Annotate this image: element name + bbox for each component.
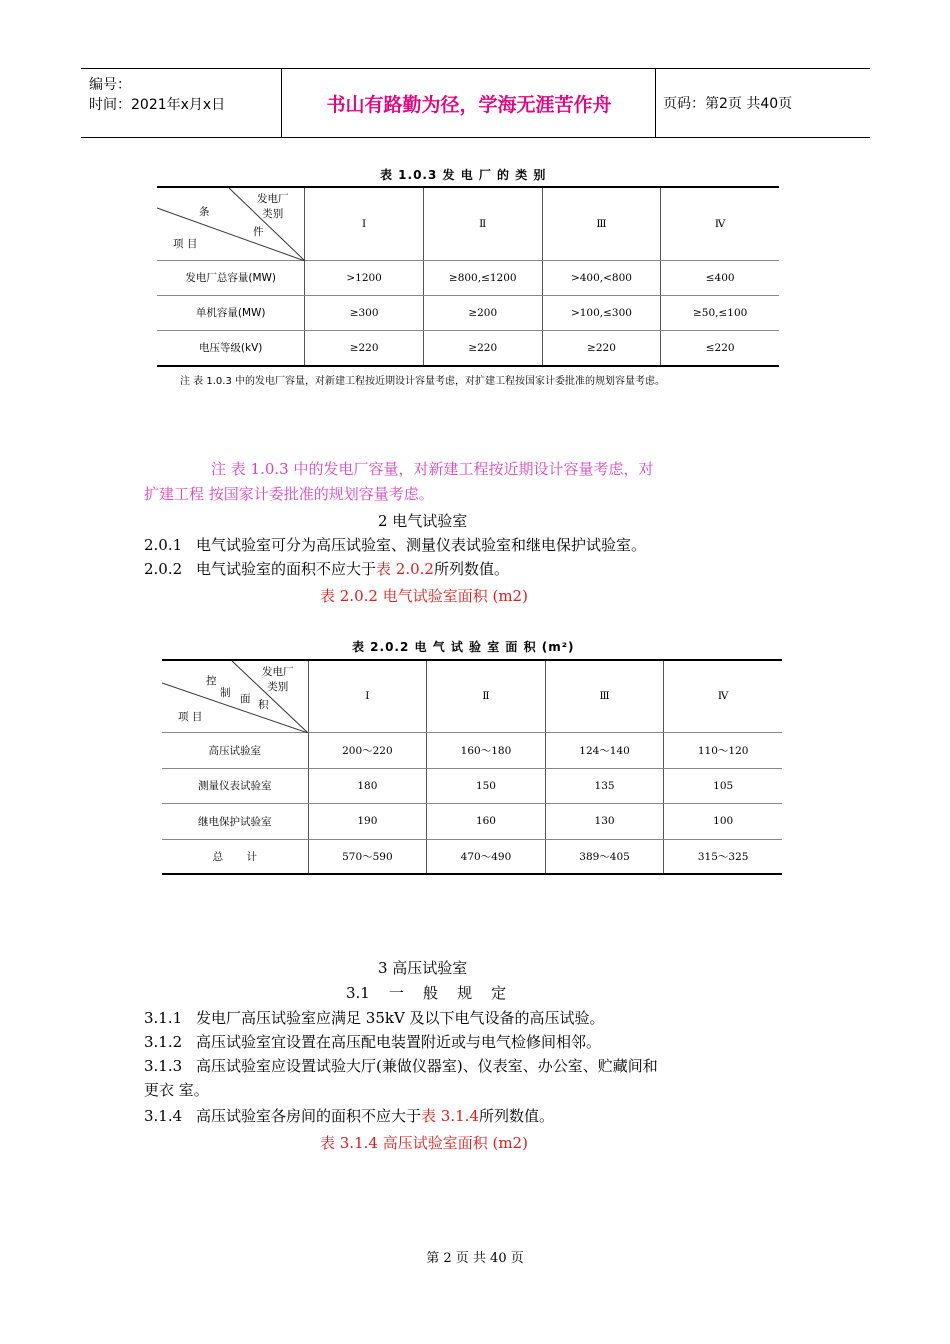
table1-col-header: I xyxy=(305,187,424,260)
table2-cell: 160 xyxy=(427,803,546,839)
header-motto: 书山有路勤为径，学海无涯苦作舟 xyxy=(326,93,612,116)
table1-row-label: 单机容量(MW) xyxy=(157,295,305,330)
para-2-0-1 xyxy=(144,533,646,557)
para-3-1-2 xyxy=(144,1030,601,1054)
table1-corner-bottom: 项 目 xyxy=(173,238,198,250)
table-1-0-3 xyxy=(157,186,779,367)
table1-caption: 表 1.0.3 发 电 厂 的 类 别 xyxy=(380,168,547,182)
para-text: 所列数值。 xyxy=(478,1107,554,1125)
table2-corner-mid2: 制 xyxy=(220,687,231,699)
table2-cell: 315～325 xyxy=(664,839,782,874)
table1-cell: ≥300 xyxy=(305,295,424,330)
table-row xyxy=(162,803,782,839)
table2-corner-mid4: 积 xyxy=(258,699,269,711)
table1-col-header: Ⅳ xyxy=(661,187,779,260)
para-number: 3.1.4 xyxy=(144,1107,183,1125)
table2-col-header: Ⅲ xyxy=(545,660,664,732)
table2-col-header: I xyxy=(308,660,427,732)
table1-col-header: Ⅱ xyxy=(423,187,542,260)
table2-cell: 190 xyxy=(308,803,427,839)
table2-corner-mid1: 控 xyxy=(206,675,217,687)
table2-row-label: 高压试验室 xyxy=(162,732,308,768)
para-number: 3.1.2 xyxy=(144,1033,183,1051)
table1-cell: ≤220 xyxy=(661,330,779,366)
para-number: 2.0.1 xyxy=(144,536,183,554)
table2-cell: 135 xyxy=(545,768,664,803)
table-3-1-4-link[interactable]: 表 3.1.4 xyxy=(421,1107,479,1125)
header-divider xyxy=(281,69,282,137)
table2-cell: 470～490 xyxy=(427,839,546,874)
table1-col-header: Ⅲ xyxy=(542,187,661,260)
table2-cell: 389～405 xyxy=(545,839,664,874)
page-header xyxy=(81,68,870,138)
table-row xyxy=(162,768,782,803)
table2-cell: 200～220 xyxy=(308,732,427,768)
table2-row-label: 继电保护试验室 xyxy=(162,803,308,839)
table2-corner-cell xyxy=(162,660,308,732)
para-3-1-3-cont: 更衣 室。 xyxy=(144,1081,209,1099)
table1-cell: >1200 xyxy=(305,260,424,295)
table2-cell: 100 xyxy=(664,803,782,839)
table-3-1-4-title: 表 3.1.4 高压试验室面积 (m2) xyxy=(320,1134,528,1152)
header-page-number: 页码：第2页 共40页 xyxy=(663,96,793,112)
header-divider xyxy=(655,69,656,137)
table1-corner-mid1: 条 xyxy=(199,206,210,218)
table2-cell: 150 xyxy=(427,768,546,803)
para-number: 3.1.3 xyxy=(144,1057,183,1075)
table-row xyxy=(162,839,782,874)
para-number: 2.0.2 xyxy=(144,560,183,578)
note-line-1: 注 表 1.0.3 中的发电厂容量，对新建工程按近期设计容量考虑，对 xyxy=(211,460,654,478)
table2-row-label: 总 计 xyxy=(162,839,308,874)
table-row xyxy=(162,732,782,768)
table1-corner-top: 发电厂 类别 xyxy=(257,193,289,220)
table-2-0-2 xyxy=(162,659,782,875)
table2-corner-bottom: 项 目 xyxy=(178,711,203,723)
table1-cell: ≥200 xyxy=(423,295,542,330)
table1-cell: ≥800,≤1200 xyxy=(423,260,542,295)
table2-corner-mid3: 面 xyxy=(240,693,251,705)
section-2-title: 2 电气试验室 xyxy=(378,512,468,530)
para-text: 所列数值。 xyxy=(433,560,509,578)
table2-row-label: 测量仪表试验室 xyxy=(162,768,308,803)
para-3-1-3 xyxy=(144,1054,658,1078)
table1-row-label: 发电厂总容量(MW) xyxy=(157,260,305,295)
para-number: 3.1.1 xyxy=(144,1009,183,1027)
table1-row-label: 电压等级(kV) xyxy=(157,330,305,366)
table2-cell: 110～120 xyxy=(664,732,782,768)
note-line-2: 扩建工程 按国家计委批准的规划容量考虑。 xyxy=(144,485,434,503)
para-text: 发电厂高压试验室应满足 35kV 及以下电气设备的高压试验。 xyxy=(196,1009,605,1027)
para-text: 高压试验室各房间的面积不应大于 xyxy=(196,1107,422,1125)
header-number: 编号： xyxy=(89,77,131,93)
table2-col-header: Ⅳ xyxy=(664,660,782,732)
table-row xyxy=(157,295,779,330)
para-text: 高压试验室宜设置在高压配电装置附近或与电气检修间相邻。 xyxy=(196,1033,602,1051)
para-text: 电气试验室的面积不应大于 xyxy=(196,560,377,578)
table2-cell: 124～140 xyxy=(545,732,664,768)
table2-cell: 180 xyxy=(308,768,427,803)
table2-cell: 570～590 xyxy=(308,839,427,874)
table2-cell: 130 xyxy=(545,803,664,839)
table1-cell: ≥50,≤100 xyxy=(661,295,779,330)
table1-cell: >100,≤300 xyxy=(542,295,661,330)
para-text: 高压试验室应设置试验大厅(兼做仪器室)、仪表室、办公室、贮藏间和 xyxy=(196,1057,658,1075)
table-2-0-2-title: 表 2.0.2 电气试验室面积 (m2) xyxy=(320,587,528,605)
table1-corner-cell xyxy=(157,187,305,260)
para-3-1-1 xyxy=(144,1006,605,1030)
section-3-1-title: 3.1 一 般 规 定 xyxy=(346,984,507,1002)
para-3-1-4 xyxy=(144,1104,554,1128)
page-footer: 第 2 页 共 40 页 xyxy=(426,1251,524,1266)
para-2-0-2 xyxy=(144,557,509,581)
table1-cell: ≤400 xyxy=(661,260,779,295)
header-time: 时间：2021年x月x日 xyxy=(89,97,226,113)
header-meta xyxy=(89,75,225,115)
table1-cell: >400,<800 xyxy=(542,260,661,295)
table2-caption: 表 2.0.2 电 气 试 验 室 面 积 (m²) xyxy=(352,640,575,654)
table2-col-header: Ⅱ xyxy=(427,660,546,732)
section-3-title: 3 高压试验室 xyxy=(378,959,468,977)
table2-cell: 160～180 xyxy=(427,732,546,768)
table1-note: 注 表 1.0.3 中的发电厂容量，对新建工程按近期设计容量考虑，对扩建工程按国家计委批准的规划容量考虑。 xyxy=(180,376,665,387)
para-text: 电气试验室可分为高压试验室、测量仪表试验室和继电保护试验室。 xyxy=(196,536,647,554)
table-2-0-2-link[interactable]: 表 2.0.2 xyxy=(376,560,434,578)
table-row xyxy=(157,330,779,366)
table1-corner-mid2: 件 xyxy=(253,226,264,238)
table2-corner-top: 发电厂 类别 xyxy=(262,666,294,693)
table-row xyxy=(157,260,779,295)
table1-cell: ≥220 xyxy=(542,330,661,366)
table1-cell: ≥220 xyxy=(423,330,542,366)
table1-cell: ≥220 xyxy=(305,330,424,366)
table2-cell: 105 xyxy=(664,768,782,803)
